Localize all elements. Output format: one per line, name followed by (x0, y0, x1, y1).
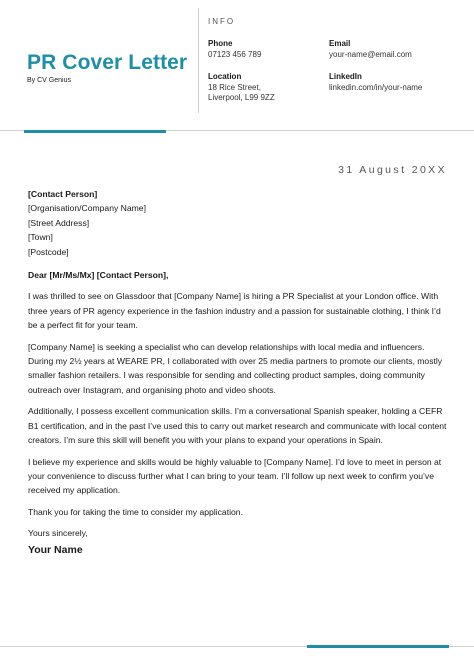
title-block (27, 52, 187, 84)
recipient-name: [Contact Person] (28, 189, 98, 199)
linkedin-label: LinkedIn (329, 72, 362, 81)
location-label: Location (208, 72, 242, 81)
paragraph: [Company Name] is seeking a specialist who can develop relationships with local media and influencers. During my 2½ years at WEARE PR, I collaborated with over 25 media partners to promote our clients, mostly smaller fashion retailers. I was responsible for sending and collecting product samples, doing community outreach over Instagram, and organising photo and video shoots. (28, 341, 443, 395)
phone-label: Phone (208, 39, 233, 48)
phone-block (208, 39, 261, 60)
letter-body (28, 187, 448, 557)
recipient-street: [Street Address] (28, 217, 90, 228)
phone-value: 07123 456 789 (208, 49, 262, 59)
linkedin-block (329, 72, 422, 93)
location-line1: 18 Rice Street, (208, 82, 261, 92)
email-value: your-name@email.com (329, 49, 412, 59)
salutation: Dear [Mr/Ms/Mx] [Contact Person], (28, 270, 169, 281)
paragraph: I was thrilled to see on Glassdoor that [Company Name] is hiring a PR Specialist at your London office. With three years of PR agency experience in the fashion industry and a passion for sustainable clothing, I think I’d be a perfect fit for your team. (28, 291, 441, 331)
email-label: Email (329, 39, 351, 48)
info-heading: INFO (208, 17, 236, 26)
recipient-town: [Town] (28, 232, 53, 243)
signature-name: Your Name (28, 543, 83, 556)
paragraph: I believe my experience and skills would be highly valuable to [Company Name]. I’d love to meet in person at your convenience to discuss further what I can bring to your team. I’ll follow up next week to confirm you’ve received my application. (28, 456, 442, 496)
header-accent-bar (24, 130, 166, 133)
location-block (208, 72, 275, 104)
recipient-address (28, 187, 448, 259)
recipient-company: [Organisation/Company Name] (28, 203, 146, 214)
closing: Yours sincerely, (28, 528, 88, 539)
byline: By CV Genius (27, 77, 71, 84)
linkedin-value: linkedin.com/in/your-name (329, 82, 423, 92)
location-line2: Liverpool, L99 9ZZ (208, 93, 275, 102)
paragraph: Additionally, I possess excellent communication skills. I’m a conversational Spanish speaker, holding a CEFR B1 certification, and in the past I’ve used this to carry out market research and communicate with local content creators. I’m sure this skill will benefit you with your plans to expand your operations in Spain. (28, 406, 447, 446)
page-title: PR Cover Letter (27, 51, 188, 74)
footer-accent-bar (307, 645, 449, 648)
recipient-postcode: [Postcode] (28, 246, 69, 257)
email-block (329, 39, 412, 60)
paragraph: Thank you for taking the time to consider my application. (28, 506, 243, 517)
vertical-divider (198, 8, 199, 113)
letter-date: 31 August 20XX (338, 164, 447, 176)
